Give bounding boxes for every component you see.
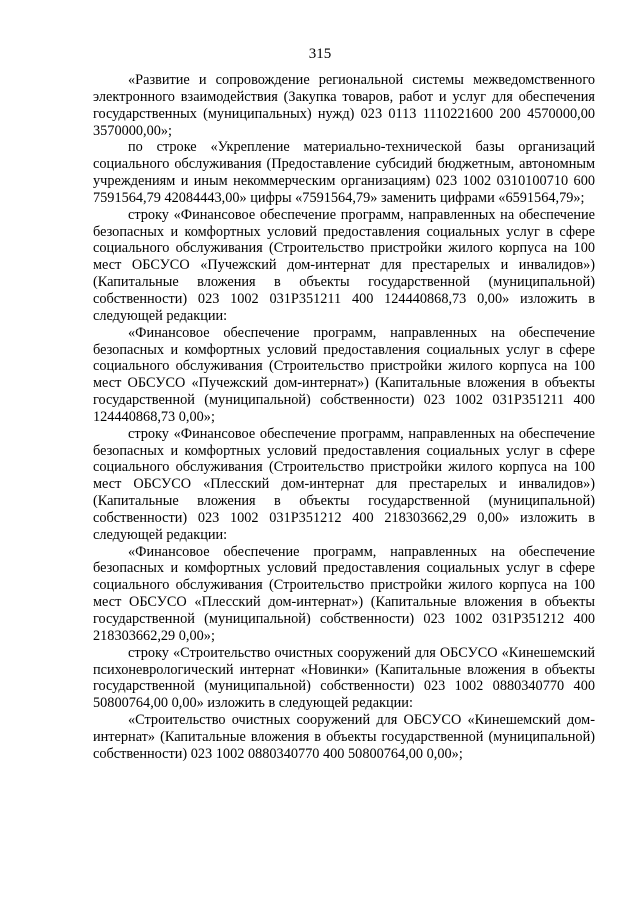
paragraph: «Финансовое обеспечение программ, направленных на обеспечение безопасных и комфортных условий предоставления социальных услуг в сфере социального обслуживания (Строительство пристройки жилого корпуса на 100 мест ОБСУСО «Плесский дом-интернат») (Капитальные вложения в объекты государственной (муниципальной) собственности) 023 1002 031P351212 400 218303662,29 0,00»; [93, 543, 595, 644]
paragraph: строку «Финансовое обеспечение программ, направленных на обеспечение безопасных и комфортных условий предоставления социальных услуг в сфере социального обслуживания (Строительство пристройки жилого корпуса на 100 мест ОБСУСО «Пучежский дом-интернат для престарелых и инвалидов») (Капитальные вложения в объекты государственной (муниципальной) собственности) 023 1002 031P351211 400 124440868,73 0,00» изложить в следующей редакции: [93, 206, 595, 324]
paragraph: строку «Строительство очистных сооружений для ОБСУСО «Кинешемский психоневрологический интернат «Новинки» (Капитальные вложения в объекты государственной (муниципальной) собственности) 023 1002 0880340770 400 50800764,00 0,00» изложить в следующей редакции: [93, 644, 595, 712]
paragraph: по строке «Укрепление материально-технической базы организаций социального обслуживания (Предоставление субсидий бюджетным, автономным учреждениям и иным некоммерческим организациям) 023 1002 0310100710 600 7591564,79 42084443,00» цифры «7591564,79» заменить цифрами «6591564,79»; [93, 139, 595, 206]
paragraph: «Строительство очистных сооружений для ОБСУСО «Кинешемский дом-интернат» (Капитальные вложения в объекты государственной (муниципальной) собственности) 023 1002 0880340770 400 50800764,00 0,00»; [93, 712, 595, 762]
paragraph: «Развитие и сопровождение региональной системы межведомственного электронного взаимодействия (Закупка товаров, работ и услуг для обеспечения государственных (муниципальных) нужд) 023 0113 1110221600 200 4570000,00 3570000,00»; [93, 72, 595, 139]
page-number: 315 [308, 46, 332, 62]
document-body [93, 72, 595, 763]
paragraph: строку «Финансовое обеспечение программ, направленных на обеспечение безопасных и комфортных условий предоставления социальных услуг в сфере социального обслуживания (Строительство пристройки жилого корпуса на 100 мест ОБСУСО «Плесский дом-интернат для престарелых и инвалидов») (Капитальные вложения в объекты государственной (муниципальной) собственности) 023 1002 031P351212 400 218303662,29 0,00» изложить в следующей редакции: [93, 425, 595, 543]
paragraph: «Финансовое обеспечение программ, направленных на обеспечение безопасных и комфортных условий предоставления социальных услуг в сфере социального обслуживания (Строительство пристройки жилого корпуса на 100 мест ОБСУСО «Пучежский дом-интернат») (Капитальные вложения в объекты государственной (муниципальной) собственности) 023 1002 031P351211 400 124440868,73 0,00»; [93, 324, 595, 425]
